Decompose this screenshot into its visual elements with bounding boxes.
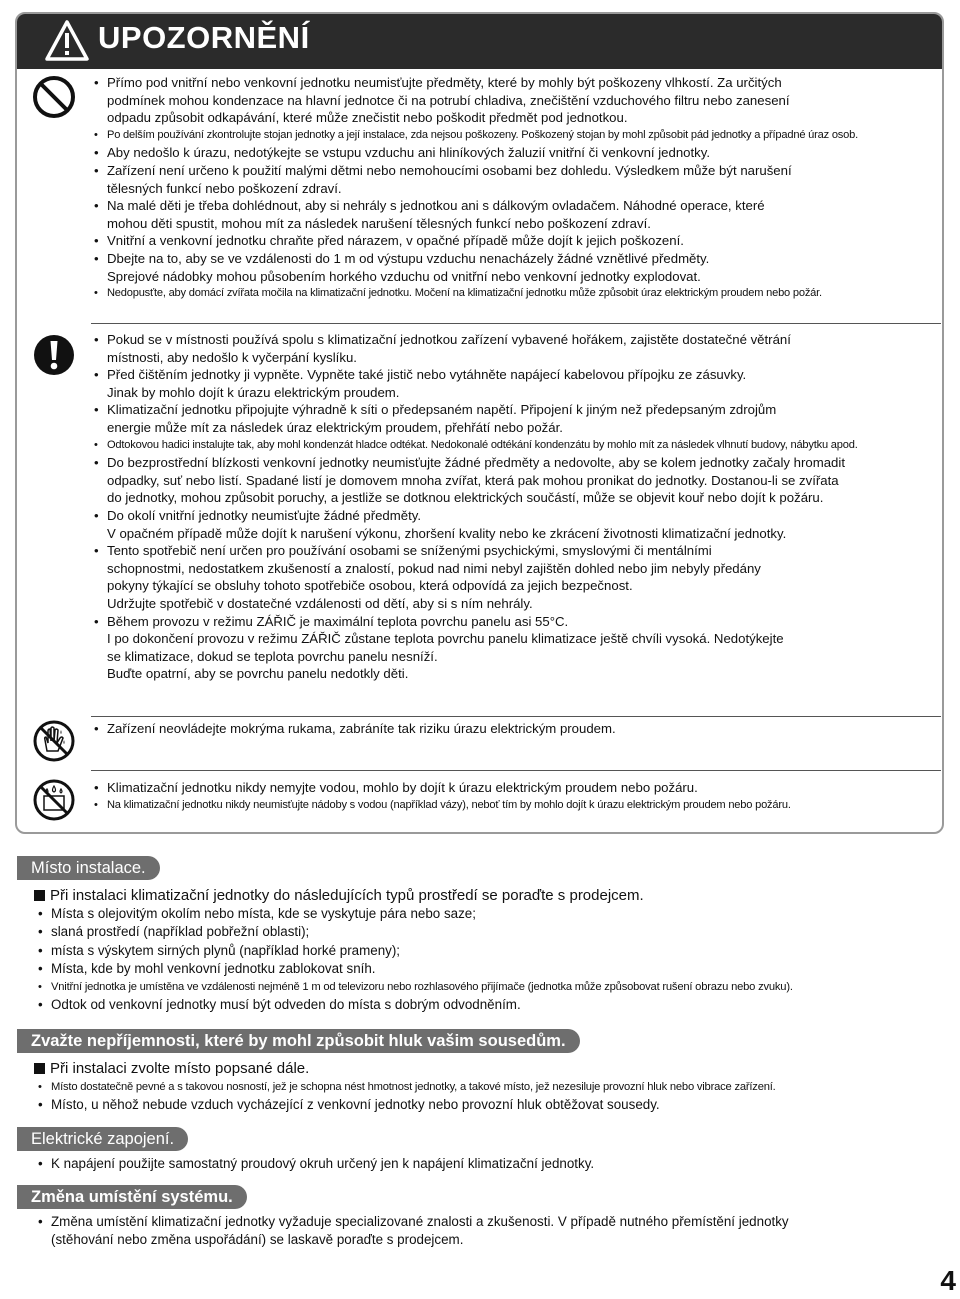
- text-line: • Místa s olejovitým okolím nebo místa, kde se vyskytuje pára nebo saze;: [51, 906, 476, 921]
- text-line: • Před čištěním jednotky ji vypněte. Vypněte také jistič nebo vytáhněte napájecí kabelovou přípojku ze zásuvky.: [107, 367, 747, 383]
- text-line: Sprejové nádobky mohou působením horkého vzduchu od vnitřní nebo venkovní jednotky explodovat.: [107, 268, 701, 284]
- text-line: se klimatizace, dokud se teplota povrchu panelu nesníží.: [107, 648, 438, 664]
- text-line: • K napájení použijte samostatný proudový okruh určený jen k napájení klimatizační jednotky.: [51, 1156, 595, 1171]
- list-item: [93, 250, 941, 285]
- text-line: • Do okolí vnitřní jednotky neumisťujte žádné předměty.: [107, 507, 422, 523]
- text-line: odpadky, suť nebo listí. Spadané listí je domovem mnoha zvířat, která pak mohou pronikat do jednotky. Dostanou-li se zvířata: [107, 472, 839, 488]
- text-line: • Po delším používání zkontrolujte stojan jednotky a její instalace, zda nejsou poškozeny. Poškozený stojan by mohl způsobit pád jednotky a případné úraz osob.: [107, 128, 858, 141]
- section-heading: Při instalaci klimatizační jednotky do následujících typů prostředí se poraďte s prodejcem.: [34, 886, 944, 905]
- list-item: [34, 978, 944, 996]
- text-line: odpadu způsobit odkapávání, které může znečistit nebo poškodit předmět pod jednotkou.: [107, 110, 628, 126]
- text-line: tělesných funkcí nebo poškození zdraví.: [107, 180, 342, 196]
- text-line: • Na malé děti je třeba dohlédnout, aby si nehrály s jednotkou ani s dálkovým ovladačem. Náhodné operace, které: [107, 198, 765, 214]
- text-line: podmínek mohou kondenzace na hlavní jednotce či na potrubí chladiva, znečištění vzduchového filtru nebo zanesení: [107, 92, 790, 108]
- section-electrical: [34, 1155, 944, 1173]
- bullet-list: [93, 720, 941, 738]
- warning-box: [15, 12, 944, 834]
- text-line: Jinak by mohlo dojít k úrazu elektrickým proudem.: [107, 384, 400, 400]
- list-item: [93, 127, 941, 145]
- text-line: • Zařízení není určeno k použití malými dětmi nebo nemohoucími osobami bez dohledu. Výsledkem může být narušení: [107, 162, 792, 178]
- list-item: [93, 401, 941, 436]
- prohibition-icon: [31, 74, 77, 120]
- section-installation: [34, 886, 944, 1015]
- text-line: • Pokud se v místnosti používá spolu s klimatizační jednotkou zařízení vybavené hořákem, zajistěte dostatečné větrání: [107, 332, 791, 347]
- list-item: [93, 162, 941, 197]
- list-item: [34, 1155, 944, 1173]
- text-line: • Během provozu v režimu ZÁŘIČ je maximální teplota povrchu panelu asi 55°C.: [107, 613, 569, 629]
- text-line: Udržujte spotřebič v dostatečné vzdálenosti od dětí, aby si s ním nehrály.: [107, 595, 533, 611]
- section-title-installation: Místo instalace.: [17, 856, 160, 880]
- section-relocation: [34, 1213, 944, 1250]
- text-line: schopnostmi, nedostatkem zkušeností a znalostí, pokud nad nimi nebyl zajištěn dohled nebo jim nebyly předány: [107, 560, 761, 576]
- text-line: • Místo, u něhož nebude vzduch vycházející z venkovní jednotky nebo provozní hluk obtěžovat sousedy.: [51, 1097, 660, 1113]
- bullet-list: [93, 331, 941, 683]
- page-number: 4: [940, 1265, 956, 1296]
- text-line: • Zařízení neovládejte mokrýma rukama, zabráníte tak riziku úrazu elektrickým proudem.: [107, 721, 616, 736]
- list-item: [93, 454, 941, 507]
- bullet-list: [34, 1155, 944, 1173]
- text-line: (stěhování nebo změna uspořádání) se laskavě poraďte s prodejcem.: [51, 1232, 464, 1248]
- text-line: • Vnitřní jednotka je umístěna ve vzdálenosti nejméně 1 m od televizoru nebo rozhlasového přijímače (jednotka může způsobovat rušení obrazu nebo zvuku).: [51, 981, 793, 994]
- section-title-electrical: Elektrické zapojení.: [17, 1127, 188, 1151]
- list-item: [34, 1213, 944, 1250]
- text-line: • Změna umístění klimatizační jednotky vyžaduje specializované znalosti a zkušenosti. V případě nutného přemístění jednotky: [51, 1214, 789, 1229]
- section-title-relocation: Změna umístění systému.: [17, 1185, 247, 1209]
- text-line: • Odtok od venkovní jednotky musí být odveden do místa s dobrým odvodněním.: [51, 997, 521, 1013]
- divider: [91, 770, 941, 771]
- no-water-icon: [31, 777, 77, 823]
- no-wet-hands-icon: [31, 718, 77, 764]
- bullet-list: [93, 779, 941, 814]
- text-line: • místa s výskytem sirných plynů (například horké prameny);: [51, 942, 401, 958]
- text-line: • Vnitřní a venkovní jednotku chraňte před nárazem, v opačné případě může dojít k jejich poškození.: [107, 233, 684, 249]
- section-noise: [34, 1059, 944, 1115]
- warning-title: UPOZORNĚNÍ: [98, 20, 310, 55]
- list-item: [93, 720, 941, 738]
- list-item: [93, 797, 941, 815]
- warning-group-water: [93, 779, 941, 814]
- list-item: [34, 923, 944, 941]
- warning-group-mandatory: [93, 331, 941, 683]
- list-item: [93, 285, 941, 303]
- section-title-noise: Zvažte nepříjemnosti, které by mohl způsobit hluk vašim sousedům.: [17, 1029, 580, 1053]
- text-line: V opačném případě může dojít k narušení výkonu, zhoršení kvality nebo ke zkrácení životnosti klimatizační jednotky.: [107, 525, 787, 541]
- text-line: Buďte opatrní, aby se povrchu panelu nedotkly děti.: [107, 666, 409, 682]
- divider: [91, 323, 941, 324]
- warning-group-prohibited: [93, 74, 941, 303]
- text-line: do jednotky, mohou způsobit poruchy, a jestliže se dotknou elektrických součástí, může se objevit kouř nebo dojít k požáru.: [107, 490, 824, 506]
- text-line: • Aby nedošlo k úrazu, nedotýkejte se vstupu vzduchu ani hliníkových žaluzií vnitřní či venkovní jednotky.: [107, 145, 711, 161]
- bullet-list: [34, 1213, 944, 1250]
- text-line: • Dbejte na to, aby se ve vzdálenosti do 1 m od výstupu vzduchu nenacházely žádné vznětlivé předměty.: [107, 250, 710, 266]
- list-item: [93, 779, 941, 797]
- text-line: • Přímo pod vnitřní nebo venkovní jednotku neumisťujte předměty, které by mohly být poškozeny vlhkostí. Za určitých: [107, 75, 782, 90]
- list-item: [93, 331, 941, 366]
- divider: [91, 716, 941, 717]
- text-line: I po dokončení provozu v režimu ZÁŘIČ zůstane teplota povrchu panelu klimatizace ještě chvíli vysoká. Nedotýkejte: [107, 631, 784, 647]
- mandatory-exclamation-icon: [31, 332, 77, 378]
- text-line: • slaná prostředí (například pobřežní oblasti);: [51, 924, 310, 940]
- list-item: [34, 1078, 944, 1096]
- list-item: [93, 437, 941, 455]
- text-line: • Klimatizační jednotku nikdy nemyjte vodou, mohlo by dojít k úrazu elektrickým proudem nebo požáru.: [107, 780, 698, 795]
- text-line: • Do bezprostřední blízkosti venkovní jednotky neumisťujte žádné předměty a nedovolte, aby se kolem jednotky začaly hromadit: [107, 455, 845, 471]
- list-item: [34, 1096, 944, 1114]
- list-item: [93, 74, 941, 127]
- list-item: [34, 942, 944, 960]
- list-item: [93, 507, 941, 542]
- text-line: místnosti, aby nedošlo k vyčerpání kyslíku.: [107, 349, 357, 365]
- list-item: [34, 960, 944, 978]
- bullet-list: [34, 905, 944, 1015]
- text-line: pokyny týkající se obsluhy tohoto spotřebiče osobou, která odpovídá za jejich bezpečnost.: [107, 578, 633, 594]
- text-line: • Místo dostatečně pevné a s takovou nosností, jež je schopna nést hmotnost jednotky, a takové místo, jež nezesiluje provozní hluk nebo vibrace zařízení.: [51, 1081, 776, 1093]
- bullet-list: [34, 1078, 944, 1115]
- list-item: [34, 905, 944, 923]
- text-line: • Odtokovou hadici instalujte tak, aby mohl kondenzát hladce odtékat. Nedokonalé odtékání kondenzátu by mohlo mít za následek vlhnutí budovy, nábytku apod.: [107, 438, 858, 451]
- text-line: • Nedopusťte, aby domácí zvířata močila na klimatizační jednotku. Močení na klimatizační jednotku může způsobit úraz elektrickým proudem nebo požár.: [107, 287, 822, 300]
- list-item: [93, 366, 941, 401]
- list-item: [93, 232, 941, 250]
- text-line: • Klimatizační jednotku připojujte výhradně k síti o předepsaném napětí. Připojení k jiným než předepsaným zdrojům: [107, 402, 777, 418]
- warning-triangle-icon: [44, 19, 90, 63]
- list-item: [93, 197, 941, 232]
- section-heading: Při instalaci zvolte místo popsané dále.: [34, 1059, 944, 1078]
- warning-header: [17, 14, 942, 69]
- text-line: • Na klimatizační jednotku nikdy neumisťujte nádoby s vodou (například vázy), neboť tím by mohlo dojít k úrazu elektrickým proudem nebo požáru.: [107, 798, 791, 811]
- warning-group-wet-hands: [93, 720, 941, 738]
- list-item: [93, 542, 941, 612]
- text-line: energie může mít za následek úraz elektrickým proudem, přehřátí nebo požár.: [107, 419, 563, 435]
- bullet-list: [93, 74, 941, 303]
- text-line: mohou děti spustit, mohou mít za následek narušení tělesných funkcí nebo poškození zdraví.: [107, 215, 651, 231]
- text-line: • Místa, kde by mohl venkovní jednotku zablokovat sníh.: [51, 960, 376, 976]
- text-line: • Tento spotřebič není určen pro používání osobami se sníženými psychickými, smyslovými či mentálními: [107, 543, 712, 559]
- list-item: [93, 144, 941, 162]
- list-item: [93, 613, 941, 683]
- list-item: [34, 996, 944, 1014]
